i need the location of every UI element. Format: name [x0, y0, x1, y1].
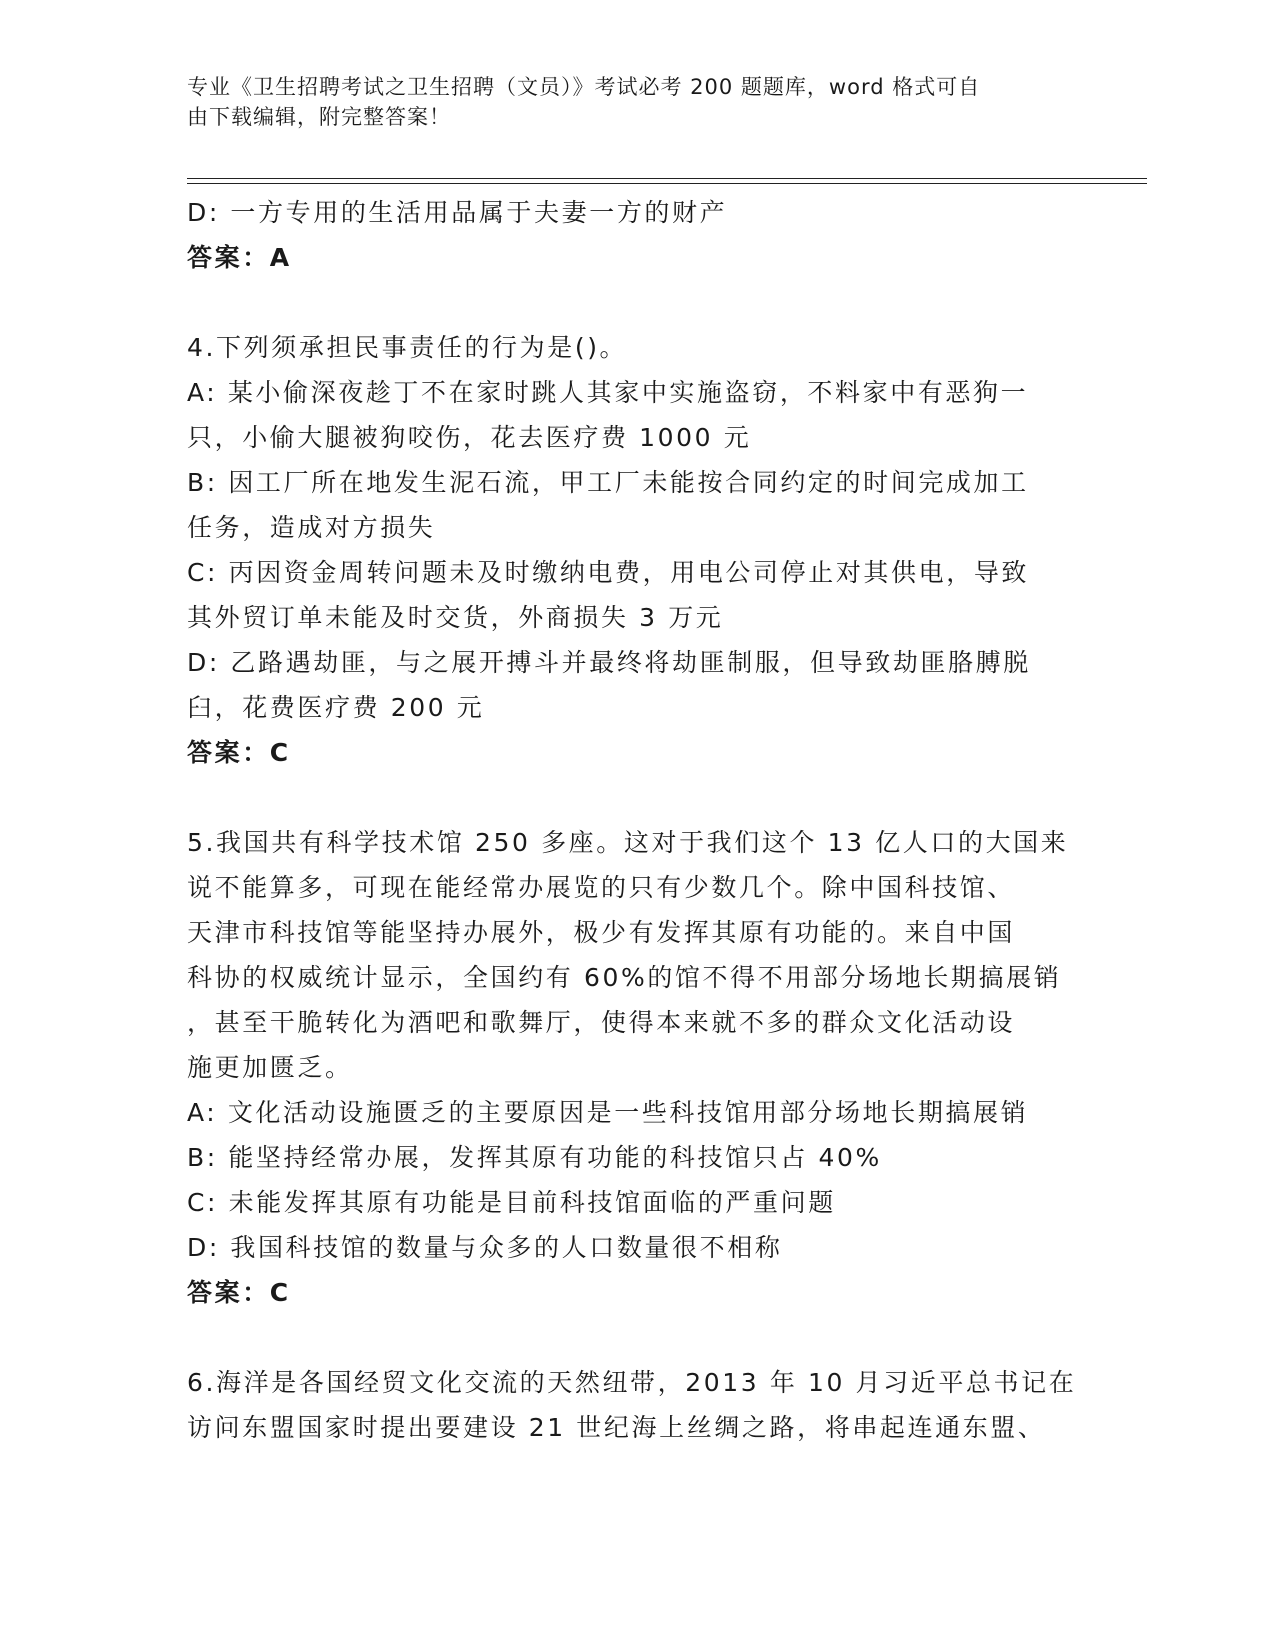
- question-stem: 5.我国共有科学技术馆 250 多座。这对于我们这个 13 亿人口的大国来: [187, 828, 1069, 857]
- header-divider: [187, 183, 1147, 184]
- option-d: D: 一方专用的生活用品属于夫妻一方的财产: [187, 198, 728, 227]
- question-stem-continued: 访问东盟国家时提出要建设 21 世纪海上丝绸之路，将串起连通东盟、: [187, 1413, 1046, 1442]
- answer: 答案：C: [187, 1278, 291, 1307]
- header-line: 由下载编辑，附完整答案！: [187, 105, 451, 129]
- answer: 答案：A: [187, 243, 292, 272]
- question-stem-continued: 施更加匮乏。: [187, 1053, 353, 1082]
- question-stem: 4.下列须承担民事责任的行为是()。: [187, 333, 628, 362]
- document-body: [187, 190, 1087, 1450]
- header-divider: [187, 178, 1147, 179]
- question-stem-continued: ，甚至干脆转化为酒吧和歌舞厅，使得本来就不多的群众文化活动设: [187, 1008, 1016, 1037]
- page-header: [187, 72, 1067, 132]
- option-d: D: 我国科技馆的数量与众多的人口数量很不相称: [187, 1233, 783, 1262]
- option-c: C: 未能发挥其原有功能是目前科技馆面临的严重问题: [187, 1188, 836, 1217]
- answer: 答案：C: [187, 738, 291, 767]
- option-d: D: 乙路遇劫匪，与之展开搏斗并最终将劫匪制服，但导致劫匪胳膊脱: [187, 648, 1031, 677]
- option-c: C: 丙因资金周转问题未及时缴纳电费，用电公司停止对其供电，导致: [187, 558, 1030, 587]
- option-b: B: 能坚持经常办展，发挥其原有功能的科技馆只占 40%: [187, 1143, 882, 1172]
- option-a: A: 某小偷深夜趁丁不在家时跳人其家中实施盗窃，不料家中有恶狗一: [187, 378, 1029, 407]
- spacer: [187, 1315, 1087, 1360]
- question-stem-continued: 说不能算多，可现在能经常办展览的只有少数几个。除中国科技馆、: [187, 873, 1016, 902]
- spacer: [187, 775, 1087, 820]
- question-stem-continued: 天津市科技馆等能坚持办展外，极少有发挥其原有功能的。来自中国: [187, 918, 1016, 947]
- question-stem: 6.海洋是各国经贸文化交流的天然纽带，2013 年 10 月习近平总书记在: [187, 1368, 1077, 1397]
- option-b-continued: 任务，造成对方损失: [187, 513, 436, 542]
- spacer: [187, 280, 1087, 325]
- option-b: B: 因工厂所在地发生泥石流，甲工厂未能按合同约定的时间完成加工: [187, 468, 1029, 497]
- option-a-continued: 只，小偷大腿被狗咬伤，花去医疗费 1000 元: [187, 423, 752, 452]
- header-line: 专业《卫生招聘考试之卫生招聘（文员）》考试必考 200 题题库，word 格式可自: [187, 75, 981, 99]
- question-stem-continued: 科协的权威统计显示，全国约有 60%的馆不得不用部分场地长期搞展销: [187, 963, 1062, 992]
- option-a: A: 文化活动设施匮乏的主要原因是一些科技馆用部分场地长期搞展销: [187, 1098, 1029, 1127]
- option-d-continued: 臼，花费医疗费 200 元: [187, 693, 485, 722]
- option-c-continued: 其外贸订单未能及时交货，外商损失 3 万元: [187, 603, 724, 632]
